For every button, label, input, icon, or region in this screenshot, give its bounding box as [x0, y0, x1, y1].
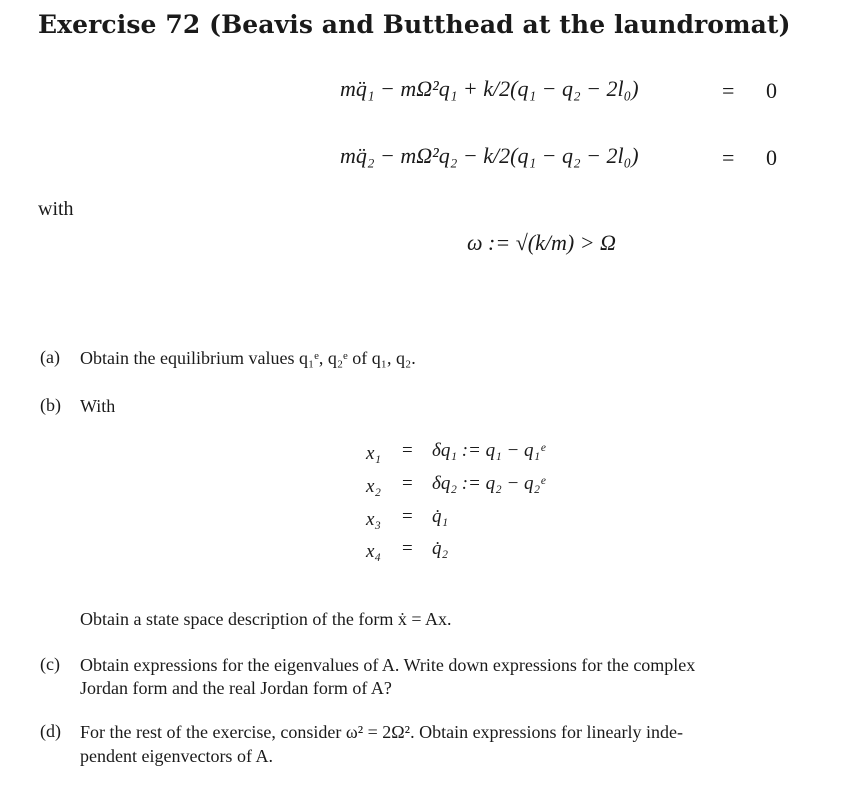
state-x3-rhs: q̇₁: [432, 506, 449, 527]
state-x4-equals: =: [402, 538, 413, 559]
state-x3-equals: =: [402, 506, 413, 527]
state-x2-rhs: δq₂ := q₂ − q₂ᵉ: [432, 473, 546, 494]
part-d-line1: For the rest of the exercise, consider ω² = 2Ω². Obtain expressions for linearly inde-: [80, 722, 683, 742]
part-b-label: (b): [40, 395, 61, 415]
state-x1-rhs: δq₁ := q₁ − q₁ᵉ: [432, 440, 546, 461]
state-x3-lhs: x₃: [366, 509, 382, 530]
state-x2-lhs: x₂: [366, 476, 382, 497]
state-x4-rhs: q̇₂: [432, 538, 449, 559]
omega-definition: ω := √(k/m) > Ω: [467, 230, 616, 255]
equation-2-equals: =: [722, 145, 735, 170]
equation-2-rhs: 0: [766, 145, 777, 170]
part-d-label: (d): [40, 721, 61, 741]
part-b-followup: Obtain a state space description of the form ẋ = Ax.: [80, 609, 452, 629]
state-x4-lhs: x₄: [366, 541, 382, 562]
state-x1-equals: =: [402, 440, 413, 461]
part-c-line2: Jordan form and the real Jordan form of A?: [80, 678, 392, 698]
part-a-label: (a): [40, 347, 60, 367]
state-x1-lhs: x₁: [366, 443, 382, 464]
part-b-text: With: [80, 396, 116, 416]
part-c-line1: Obtain expressions for the eigenvalues of A. Write down expressions for the complex: [80, 655, 696, 675]
with-label: with: [38, 198, 74, 220]
equation-1-lhs: mq̈₁ − mΩ²q₁ + k/2(q₁ − q₂ − 2l₀): [340, 76, 639, 101]
exercise-title: Exercise 72 (Beavis and Butthead at the laundromat): [38, 10, 791, 39]
state-x2-equals: =: [402, 473, 413, 494]
equation-2-lhs: mq̈₂ − mΩ²q₂ − k/2(q₁ − q₂ − 2l₀): [340, 143, 639, 168]
part-c-label: (c): [40, 654, 60, 674]
equation-1-rhs: 0: [766, 78, 777, 103]
equation-1-equals: =: [722, 78, 735, 103]
part-a-text: Obtain the equilibrium values q₁ᵉ, q₂ᵉ of q₁, q₂.: [80, 348, 416, 368]
part-d-line2: pendent eigenvectors of A.: [80, 746, 273, 766]
